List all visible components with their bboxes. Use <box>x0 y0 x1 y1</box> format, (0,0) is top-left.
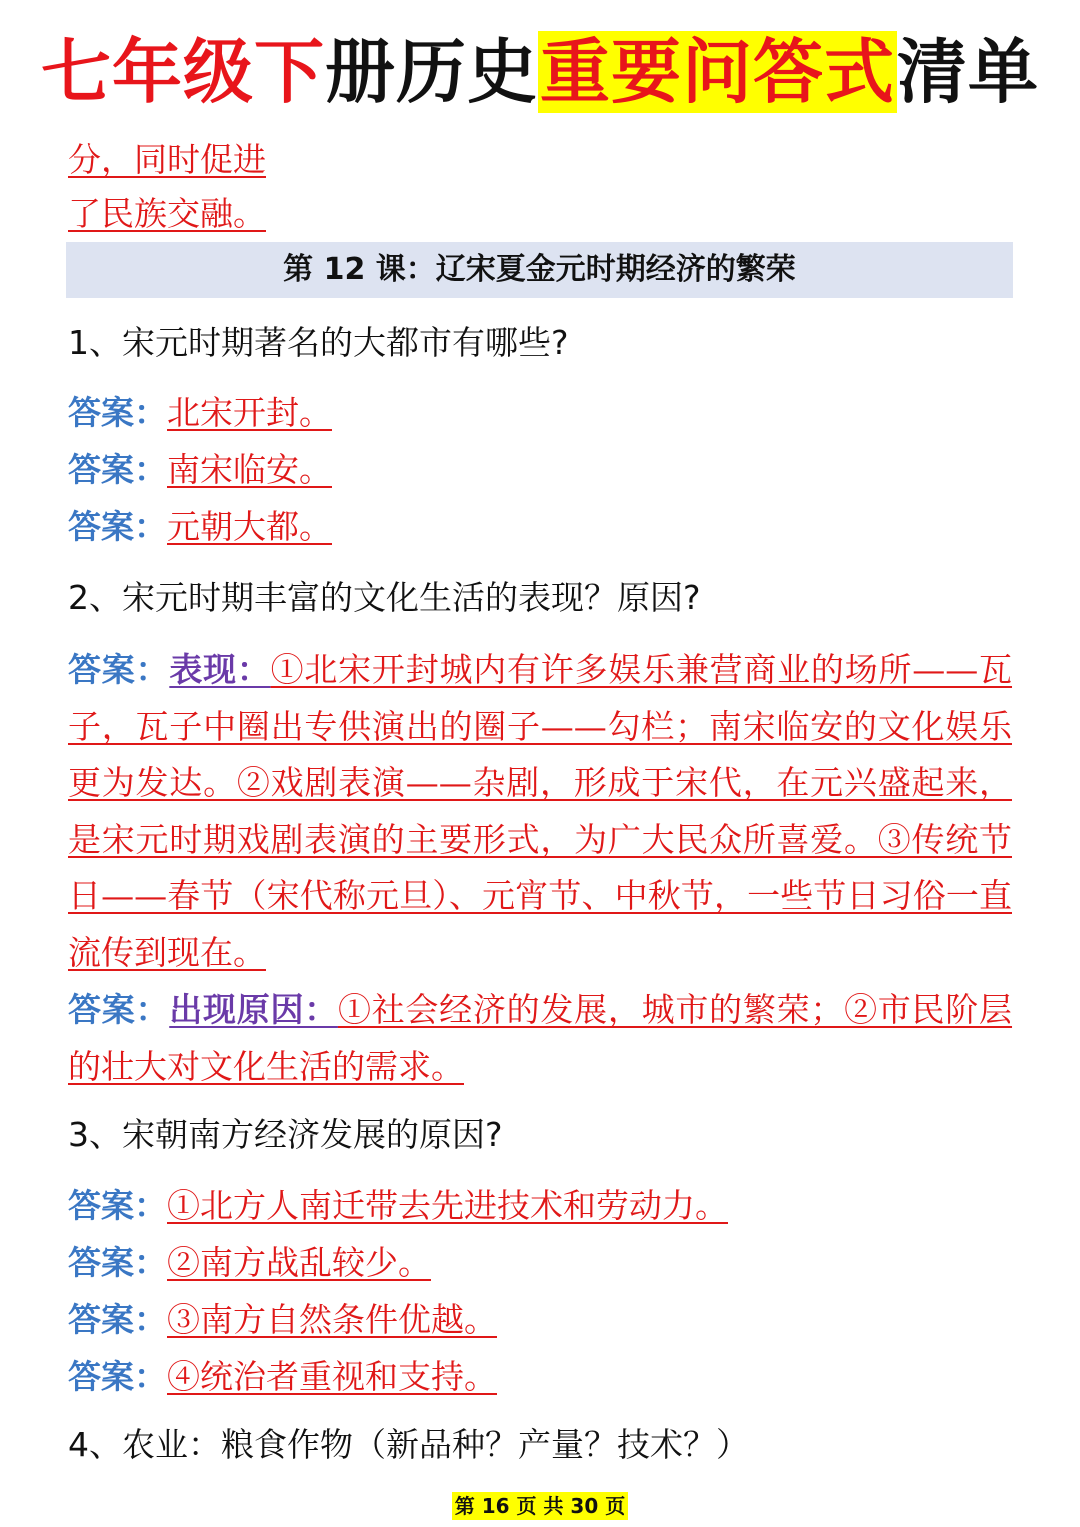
carryover-line-1: 分，同时促进 <box>68 140 266 179</box>
question-2: 2、宋元时期丰富的文化生活的表现？原因? <box>68 578 701 617</box>
answer-label: 答案： <box>68 507 167 546</box>
answer-label: 答案： <box>68 1243 167 1282</box>
answer-row <box>68 1353 511 1401</box>
answer-label: 答案： <box>68 393 167 432</box>
answer-label: 答案： <box>68 1186 167 1225</box>
answer-text: ③南方自然条件优越。 <box>167 1300 497 1339</box>
answer-row <box>68 1182 742 1230</box>
answer-label: 答案： <box>68 1357 167 1396</box>
answer-text: ②南方战乱较少。 <box>167 1243 431 1282</box>
answer-text: ④统治者重视和支持。 <box>167 1357 497 1396</box>
answer-paragraph-performance <box>68 642 1012 981</box>
question-4: 4、农业：粮食作物（新品种？产量？技术？） <box>68 1425 749 1464</box>
title-part-end: 清单 <box>897 31 1039 113</box>
answer-label: 答案： <box>68 650 170 689</box>
answer-sub-label: 表现： <box>169 650 271 689</box>
answer-sub-label: 出现原因： <box>169 990 338 1029</box>
title-part-black: 册历史 <box>325 31 538 113</box>
answer-row <box>68 389 346 437</box>
page-footer <box>0 1490 1080 1519</box>
answer-row <box>68 446 346 494</box>
title-part-highlight: 重要问答式 <box>540 31 895 113</box>
lesson-header: 第 12 课：辽宋夏金元时期经济的繁荣 <box>66 242 1013 298</box>
question-1: 1、宋元时期著名的大都市有哪些? <box>68 323 569 362</box>
answer-row <box>68 1239 445 1287</box>
answer-text: 南宋临安。 <box>167 450 332 489</box>
answer-label: 答案： <box>68 990 170 1029</box>
answer-text: ①北方人南迁带去先进技术和劳动力。 <box>167 1186 728 1225</box>
answer-paragraph-reasons <box>68 982 1012 1095</box>
answer-text: 元朝大都。 <box>167 507 332 546</box>
title-part-red: 七年级下 <box>41 31 325 113</box>
question-3: 3、宋朝南方经济发展的原因? <box>68 1115 503 1154</box>
answer-row <box>68 503 346 551</box>
carryover-line-2: 了民族交融。 <box>68 194 266 233</box>
answer-text: ①社会经济的发展，城市的繁荣；②市民阶层的壮大对文化生活的需求。 <box>68 990 1013 1086</box>
answer-row <box>68 1296 511 1344</box>
page-title <box>0 22 1080 122</box>
answer-text: ①北宋开封城内有许多娱乐兼营商业的场所——瓦子，瓦子中圈出专供演出的圈子——勾栏；南宋临安的文化娱乐更为发达。②戏剧表演——杂剧，形成于宋代，在元兴盛起来，是宋元时期戏剧表演的主要形式，为广大民众所喜爱。③传统节日——春节（宋代称元旦）、元宵节、中秋节，一些节日习俗一直流传到现在。 <box>68 650 1013 972</box>
answer-text: 北宋开封。 <box>167 393 332 432</box>
answer-label: 答案： <box>68 1300 167 1339</box>
page-number: 第 16 页 共 30 页 <box>452 1492 628 1520</box>
answer-label: 答案： <box>68 450 167 489</box>
